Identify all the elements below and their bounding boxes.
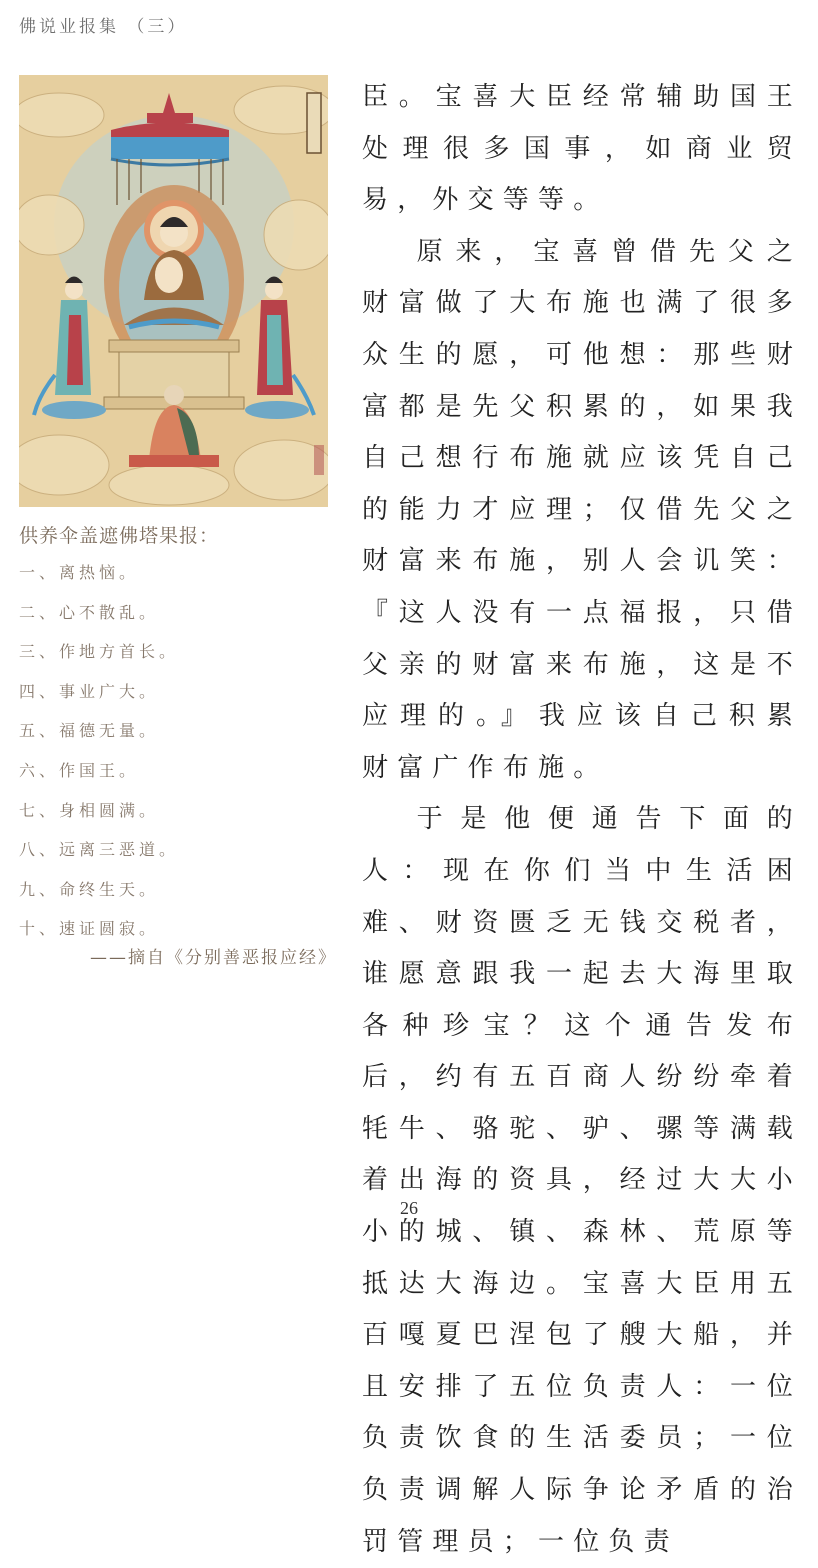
benefit-item: 十、速证圆寂。 [19, 919, 160, 939]
page-number: 26 [400, 1198, 418, 1218]
body-paragraph: 于是他便通告下面的人：现在你们当中生活困难、财资匮乏无钱交税者，谁愿意跟我一起去大海里取各种珍宝？这个通告发布后，约有五百商人纷纷牵着牦牛、骆驼、驴、骡等满载着出海的资具，经过大大小小的城、镇、森林、荒原等抵达大海边。宝喜大臣用五百嘎夏巴涅包了艘大船，并且安排了五位负责人：一位负责饮食的生活委员；一位负责调解人际争论矛盾的治罚管理员；一位负责 [362, 804, 802, 1557]
benefits-list [19, 553, 339, 949]
benefits-heading: 供养伞盖遮佛塔果报： [19, 525, 220, 547]
buddha-painting-image [19, 75, 328, 507]
benefit-item: 三、作地方首长。 [19, 642, 180, 662]
benefit-item: 四、事业广大。 [19, 681, 160, 701]
benefit-item: 一、离热恼。 [19, 563, 140, 582]
body-text [362, 72, 802, 1568]
running-header: 佛说业报集 （三） [19, 17, 188, 37]
benefits-sidebar [19, 520, 339, 968]
benefit-item: 二、心不散乱。 [19, 602, 160, 622]
sutra-citation: ——摘自《分别善恶报应经》 [90, 947, 337, 968]
body-paragraph: 臣。宝喜大臣经常辅助国王处理很多国事，如商业贸易，外交等等。 [362, 82, 802, 216]
benefit-item: 五、福德无量。 [19, 721, 160, 741]
benefit-item: 六、作国王。 [19, 760, 140, 780]
body-paragraph: 原来，宝喜曾借先父之财富做了大布施也满了很多众生的愿，可他想：那些财富都是先父积累的，如果我自己想行布施就应该凭自己的能力才应理；仅借先父之财富来布施，别人会讥笑：『这人没有一点福报，只借父亲的财富来布施，这是不应理的。』我应该自己积累财富广作布施。 [362, 236, 802, 783]
benefit-item: 八、远离三恶道。 [19, 840, 180, 860]
benefit-item: 九、命终生天。 [19, 879, 160, 899]
benefit-item: 七、身相圆满。 [19, 800, 160, 820]
